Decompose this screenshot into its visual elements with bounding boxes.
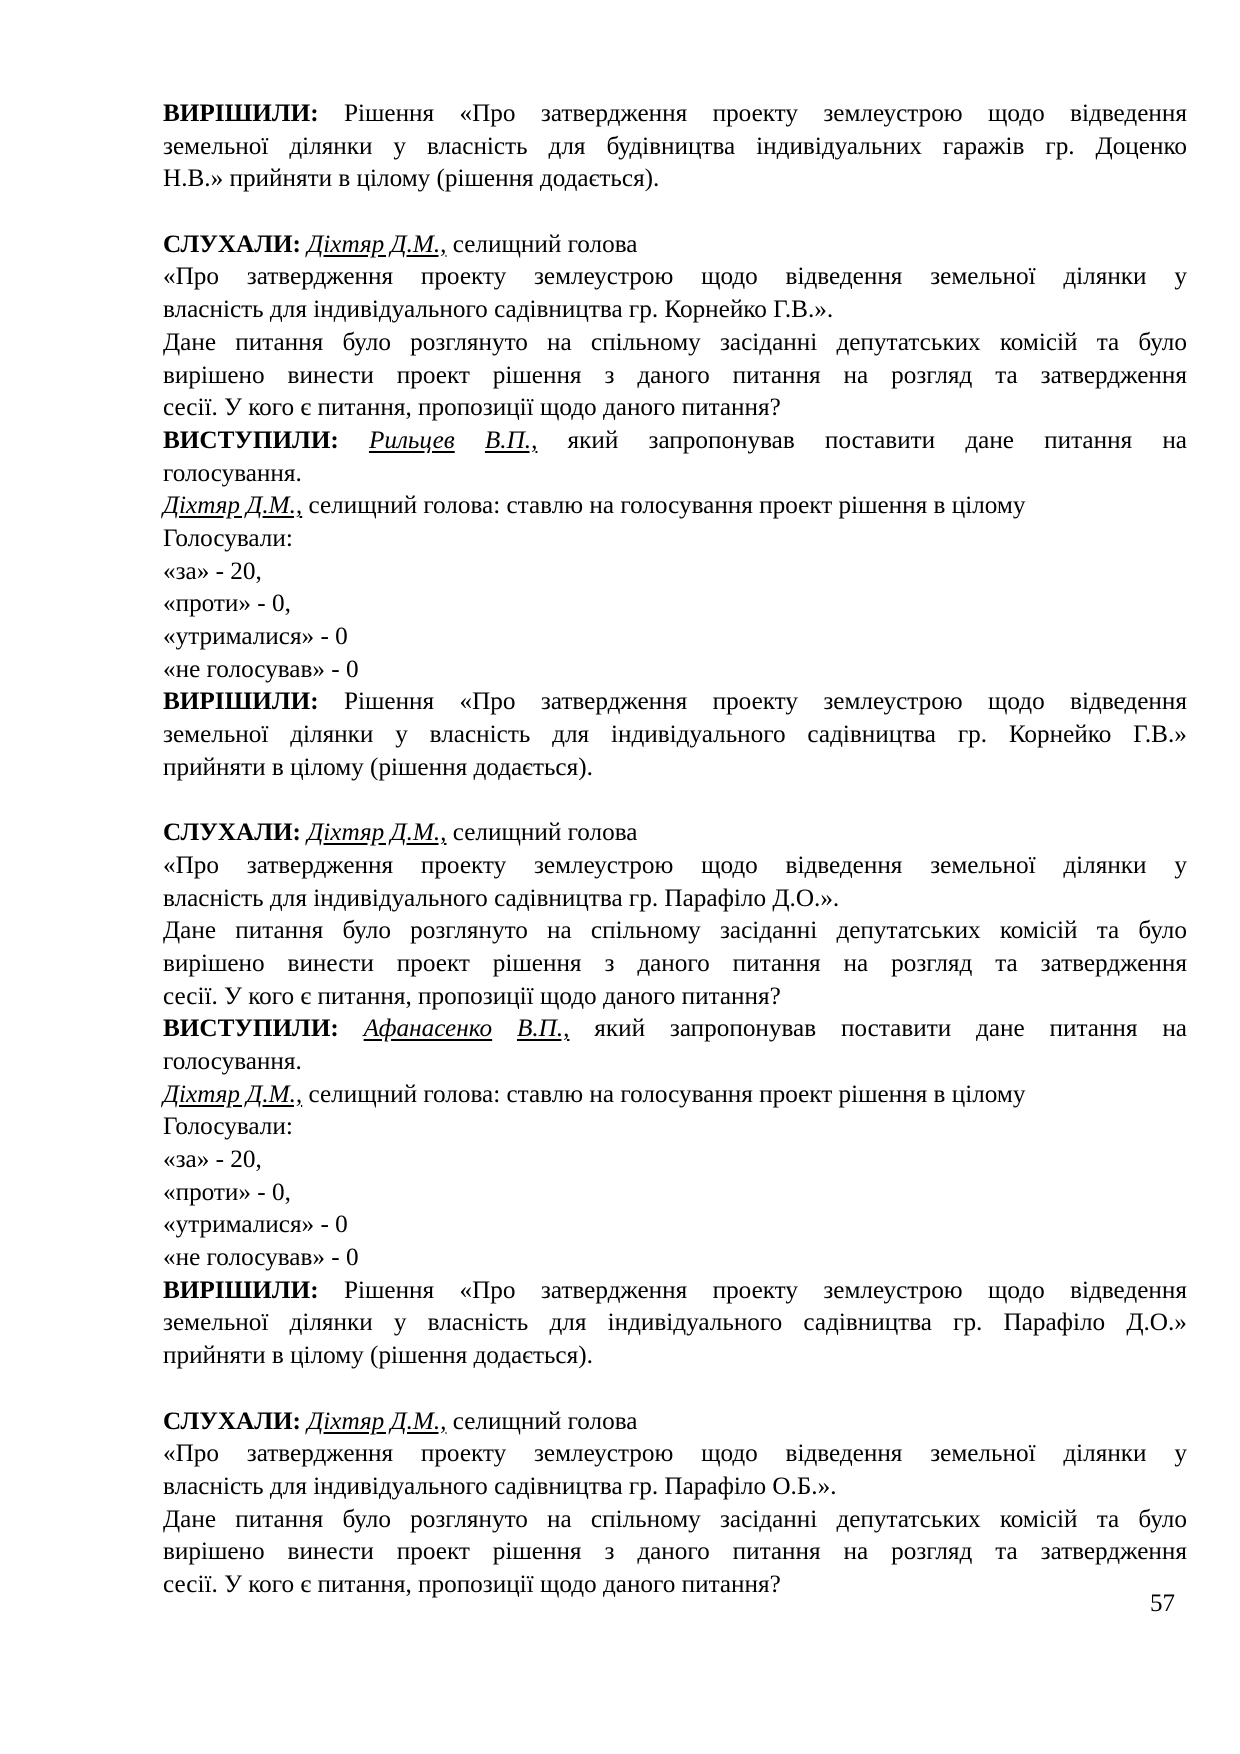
text-run: розглянуто [410,917,528,945]
text-run: затвердження [246,263,394,291]
text-line [163,1569,1187,1602]
text-line [163,1242,1187,1275]
text-run: гаражів [942,132,1025,160]
text-run: будівництва [606,132,736,160]
text-line [163,360,1187,393]
text-line [163,1144,1187,1177]
text-run: було [1138,1505,1187,1533]
text-line [163,883,1187,916]
page-number: 57 [1150,1590,1175,1617]
text-run: «Про [163,851,219,879]
section-keyword: СЛУХАЛИ: [163,819,301,847]
text-run: проект [396,1538,470,1566]
text-run: «Про [163,263,219,291]
text-line [163,1340,1187,1373]
text-run: ділянки [289,132,373,160]
document-body [163,98,1187,1602]
text-run: запропонував [669,1015,817,1043]
text-run: земельної [930,851,1036,879]
text-run: питання [235,1505,324,1533]
text-run: засіданні [719,1505,818,1533]
text-line [163,915,1187,948]
text-run: поставити [840,1015,952,1043]
paragraph-gap [163,1373,1187,1406]
text-run: спільному [590,1505,701,1533]
text-run: гр. [1045,132,1075,160]
text-run: винести [287,1538,374,1566]
text-run: комісій [999,917,1078,945]
text-run: та [995,949,1018,977]
text-run: з [604,361,615,389]
text-run: щодо [701,263,758,291]
text-run: питання [1049,1015,1138,1043]
text-run: щодо [701,1440,758,1468]
speaker-name: Діхтяр Д.М., [307,1407,447,1435]
text-run: рішення [492,361,582,389]
text-run: Дане [163,917,217,945]
text-run: Г.В.» [1133,721,1187,749]
text-run: селищний голова: ставлю на голосування проект рішення в цілому [302,492,1026,520]
text-run: було [342,328,391,356]
text-run: затвердження [246,1440,394,1468]
text-run: Корнейко [1008,721,1112,749]
text-run: відведення [785,263,903,291]
text-run: проект [396,949,470,977]
text-run: «не голосував» - 0 [163,655,359,683]
text-run: ділянки [289,1309,373,1337]
text-run: «за» - 20, [163,557,262,585]
text-run: щодо [701,851,758,879]
text-run: селищний голова [446,1407,638,1435]
text-run: щодо [988,100,1045,127]
text-run: проекту [420,1440,507,1468]
text-run: затвердження [1040,949,1187,977]
text-line [163,1438,1187,1471]
text-run: власність [429,721,531,749]
text-run: індивідуального [607,1309,783,1337]
text-run: щодо [988,688,1045,716]
text-run: питання [732,361,821,389]
text-line [163,327,1187,360]
text-run: Доценко [1095,132,1187,160]
text-run: розгляд [891,949,973,977]
text-run: вирішено [163,949,265,977]
text-run: дане [965,426,1014,454]
text-run: проекту [712,100,798,127]
text-run: комісій [999,328,1078,356]
text-run: Н.В.» прийняти в цілому (рішення додається). [163,165,660,193]
text-run: індивідуальних [756,132,922,160]
text-run: селищний голова: ставлю на голосування проект рішення в цілому [302,1080,1026,1108]
text-run: «за» - 20, [163,1146,262,1173]
text-run: спільному [590,917,701,945]
paragraph-gap [163,196,1187,229]
speaker-name: В.П., [516,1015,570,1043]
text-run: земельної [930,1440,1036,1468]
text-run: затвердження [1040,1538,1187,1566]
text-run: проекту [420,851,507,879]
section-keyword: ВИСТУПИЛИ: [163,1015,339,1043]
text-run: запропонував [648,426,795,454]
text-line [163,654,1187,687]
text-run: земельної [930,263,1036,291]
text-run: землеустрою [823,688,963,716]
text-run: проекту [712,1276,798,1304]
text-run: власність для індивідуального садівництва гр. Парафіло Д.О.». [163,884,840,912]
text-run: та [1096,328,1120,356]
text-run: Дане [163,1505,217,1533]
text-run: селищний голова [446,230,638,258]
section-keyword: СЛУХАЛИ: [163,1407,301,1435]
text-run: сесії. У кого є питання, пропозиції щодо даного питання? [163,1570,781,1598]
text-run: на [547,1505,572,1533]
text-run: на [1162,1015,1187,1043]
text-run: питання [1044,426,1133,454]
text-line [163,1471,1187,1504]
text-line [163,817,1187,850]
speaker-name: Діхтяр Д.М., [307,230,447,258]
text-line [163,458,1187,491]
text-run: питання [235,917,324,945]
text-run: садівництва [803,1309,932,1337]
text-run: Д.О.» [1126,1309,1187,1337]
text-run: селищний голова [446,819,638,847]
text-run: Голосували: [163,524,293,552]
text-line [163,981,1187,1014]
text-run: розгляд [891,361,973,389]
text-line [163,229,1187,262]
text-run: відведення [785,851,903,879]
text-run: «Про [163,1440,219,1468]
text-run: відведення [1070,1276,1187,1304]
section-keyword: СЛУХАЛИ: [163,230,301,258]
section-keyword: ВИРІШИЛИ: [163,1276,319,1304]
text-run: депутатських [836,328,981,356]
text-run: власність [426,132,528,160]
speaker-name: Діхтяр Д.М., [163,1080,303,1108]
text-line [163,392,1187,425]
text-line [163,1307,1187,1340]
text-run: та [995,1538,1018,1566]
text-line [163,1536,1187,1569]
text-run: на [843,949,869,977]
text-run: затвердження [540,1276,688,1304]
text-run: у [393,132,407,160]
text-run: відведення [1070,100,1187,127]
text-line [163,1079,1187,1112]
text-run: який [594,1015,646,1043]
text-run: ділянки [1063,851,1147,879]
text-line [163,523,1187,556]
text-run: у [393,1309,407,1337]
text-run: було [1138,328,1187,356]
text-run: та [995,361,1018,389]
text-run: власність для індивідуального садівництва гр. Корнейко Г.В.». [163,296,834,324]
text-run: для [549,1309,587,1337]
text-run: проекту [420,263,507,291]
text-run: Рішення [343,688,435,716]
speaker-name: Діхтяр Д.М., [163,492,303,520]
speaker-name: Афанасенко [363,1015,493,1043]
text-run: гр. [957,721,988,749]
text-line [163,98,1187,131]
text-line [163,1111,1187,1144]
text-run: «Про [459,1276,516,1304]
text-run: проекту [712,688,798,716]
text-line [163,686,1187,719]
text-run: Дане [163,328,217,356]
text-run: даного [637,1538,710,1566]
text-line [163,948,1187,981]
text-run: «утрималися» - 0 [163,1211,348,1239]
text-line [163,850,1187,883]
paragraph-gap [163,784,1187,817]
text-line [163,1177,1187,1210]
text-run: у [1174,851,1187,879]
text-run: щодо [988,1276,1045,1304]
text-line [163,1406,1187,1439]
text-run: та [1096,917,1120,945]
text-run: проект [396,361,470,389]
text-run: індивідуального [610,721,786,749]
text-run: на [843,361,869,389]
text-run: у [1174,1440,1187,1468]
text-run: у [1174,263,1187,291]
text-run: садівництва [807,721,936,749]
text-run: власність [427,1309,529,1337]
text-run: депутатських [836,917,981,945]
text-line [163,588,1187,621]
text-run: затвердження [1040,361,1187,389]
text-run: розглянуто [410,328,528,356]
text-run: даного [637,949,710,977]
text-run: «Про [459,100,516,127]
text-run: питання [235,328,324,356]
text-run: Парафіло [1003,1309,1106,1337]
text-run: землеустрою [533,1440,674,1468]
text-line [163,490,1187,523]
text-run: землеустрою [823,100,963,127]
text-run: власність для індивідуального садівництва гр. Парафіло О.Б.». [163,1472,837,1500]
text-run: відведення [785,1440,903,1468]
text-line [163,621,1187,654]
text-run: сесії. У кого є питання, пропозиції щодо даного питання? [163,982,781,1010]
text-run: та [1096,1505,1120,1533]
text-run: земельної [163,1309,269,1337]
text-line [163,131,1187,164]
text-run: винести [287,949,374,977]
text-run: комісій [999,1505,1078,1533]
text-run: дане [976,1015,1025,1043]
text-run: землеустрою [533,851,674,879]
text-line [163,425,1187,458]
text-run: вирішено [163,1538,265,1566]
text-run: засіданні [719,328,818,356]
text-run: ділянки [1063,1440,1147,1468]
text-run: даного [637,361,710,389]
text-line [163,1209,1187,1242]
text-run: рішення [492,949,582,977]
text-run: землеустрою [533,263,674,291]
text-run: земельної [163,721,269,749]
text-run: затвердження [540,100,688,127]
text-run: було [342,917,391,945]
text-line [163,752,1187,785]
text-run: «Про [459,688,516,716]
text-run: на [547,917,572,945]
text-run: депутатських [836,1505,981,1533]
text-line [163,719,1187,752]
text-line [163,556,1187,589]
text-run: розглянуто [410,1505,528,1533]
text-run: для [548,132,586,160]
text-run: «не голосував» - 0 [163,1244,359,1272]
text-line [163,261,1187,294]
section-keyword: ВИРІШИЛИ: [163,688,319,716]
text-run: питання [732,1538,821,1566]
section-keyword: ВИСТУПИЛИ: [163,426,339,454]
text-run: на [1162,426,1187,454]
text-line [163,1504,1187,1537]
text-run: прийняти в цілому (рішення додається). [163,1342,593,1370]
text-line [163,1046,1187,1079]
text-run: голосування. [163,459,302,487]
text-line [163,1275,1187,1308]
text-run: земельної [163,132,269,160]
text-run: ділянки [290,721,374,749]
text-run: рішення [492,1538,582,1566]
text-run: сесії. У кого є питання, пропозиції щодо даного питання? [163,394,781,422]
text-run: засіданні [719,917,818,945]
text-run: спільному [590,328,701,356]
text-run: «утрималися» - 0 [163,623,348,650]
text-run: було [1138,917,1187,945]
text-run: Рішення [343,1276,435,1304]
text-run: з [604,1538,615,1566]
text-run: питання [732,949,821,977]
text-run: Голосували: [163,1113,293,1141]
speaker-name: Діхтяр Д.М., [307,819,447,847]
text-run: голосування. [163,1047,302,1075]
text-run: «проти» - 0, [163,1178,291,1206]
text-run: на [547,328,572,356]
text-run: у [395,721,408,749]
section-keyword: ВИРІШИЛИ: [163,100,319,127]
text-run: «проти» - 0, [163,590,291,618]
text-run: землеустрою [823,1276,963,1304]
text-line [163,163,1187,196]
text-run: поставити [824,426,936,454]
text-run: вирішено [163,361,265,389]
text-line [163,1013,1187,1046]
speaker-name: В.П., [484,426,538,454]
text-run: з [604,949,615,977]
text-run: відведення [1070,688,1187,716]
text-run: Рішення [343,100,435,127]
text-run: ділянки [1063,263,1147,291]
text-run: винести [287,361,374,389]
text-run: затвердження [246,851,394,879]
text-run: затвердження [540,688,688,716]
text-run: для [552,721,590,749]
speaker-name: Рильцев [368,426,455,454]
text-run: на [843,1538,869,1566]
text-run: який [567,426,619,454]
text-run: розгляд [891,1538,973,1566]
text-run: було [342,1505,391,1533]
text-line [163,294,1187,327]
text-run: гр. [953,1309,983,1337]
text-run: прийняти в цілому (рішення додається). [163,753,593,781]
